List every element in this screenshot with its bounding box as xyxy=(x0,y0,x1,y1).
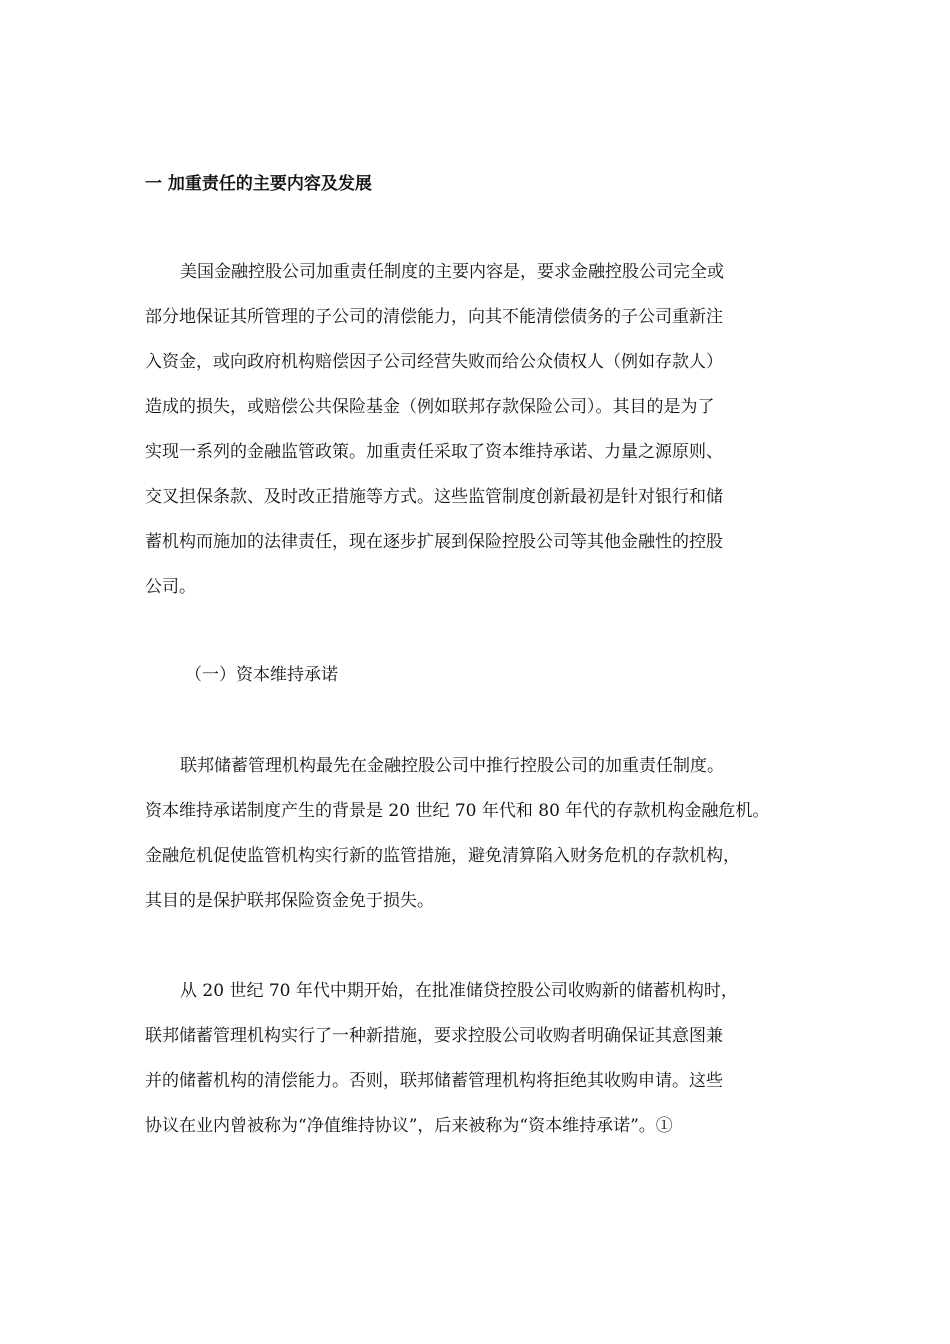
paragraph-line: 蓄机构而施加的法律责任，现在逐步扩展到保险控股公司等其他金融性的控股 xyxy=(145,532,723,552)
paragraph-line: 美国金融控股公司加重责任制度的主要内容是，要求金融控股公司完全或 xyxy=(180,262,724,282)
paragraph-line: 造成的损失，或赔偿公共保险基金（例如联邦存款保险公司）。其目的是为了 xyxy=(145,397,715,417)
paragraph-line: 金融危机促使监管机构实行新的监管措施，避免清算陷入财务危机的存款机构， xyxy=(145,846,740,866)
paragraph-line: 协议在业内曾被称为“净值维持协议”，后来被称为“资本维持承诺”。① xyxy=(145,1116,673,1136)
paragraph-line: 其目的是保护联邦保险资金免于损失。 xyxy=(145,891,434,911)
paragraph-line: 部分地保证其所管理的子公司的清偿能力，向其不能清偿债务的子公司重新注 xyxy=(145,307,723,327)
subheading: （一）资本维持承诺 xyxy=(185,665,338,685)
section-heading: 一 加重责任的主要内容及发展 xyxy=(145,174,372,194)
paragraph-line: 公司。 xyxy=(145,577,196,597)
paragraph-line: 入资金，或向政府机构赔偿因子公司经营失败而给公众债权人（例如存款人） xyxy=(145,352,723,372)
paragraph-line: 实现一系列的金融监管政策。加重责任采取了资本维持承诺、力量之源原则、 xyxy=(145,442,723,462)
paragraph-line: 资本维持承诺制度产生的背景是 20 世纪 70 年代和 80 年代的存款机构金融危机。 xyxy=(145,801,770,821)
paragraph-line: 联邦储蓄管理机构最先在金融控股公司中推行控股公司的加重责任制度。 xyxy=(180,756,724,776)
paragraph-line: 交叉担保条款、及时改正措施等方式。这些监管制度创新最初是针对银行和储 xyxy=(145,487,723,507)
paragraph-line: 并的储蓄机构的清偿能力。否则，联邦储蓄管理机构将拒绝其收购申请。这些 xyxy=(145,1071,723,1091)
paragraph-line: 从 20 世纪 70 年代中期开始，在批准储贷控股公司收购新的储蓄机构时， xyxy=(180,981,738,1001)
paragraph-line: 联邦储蓄管理机构实行了一种新措施，要求控股公司收购者明确保证其意图兼 xyxy=(145,1026,723,1046)
